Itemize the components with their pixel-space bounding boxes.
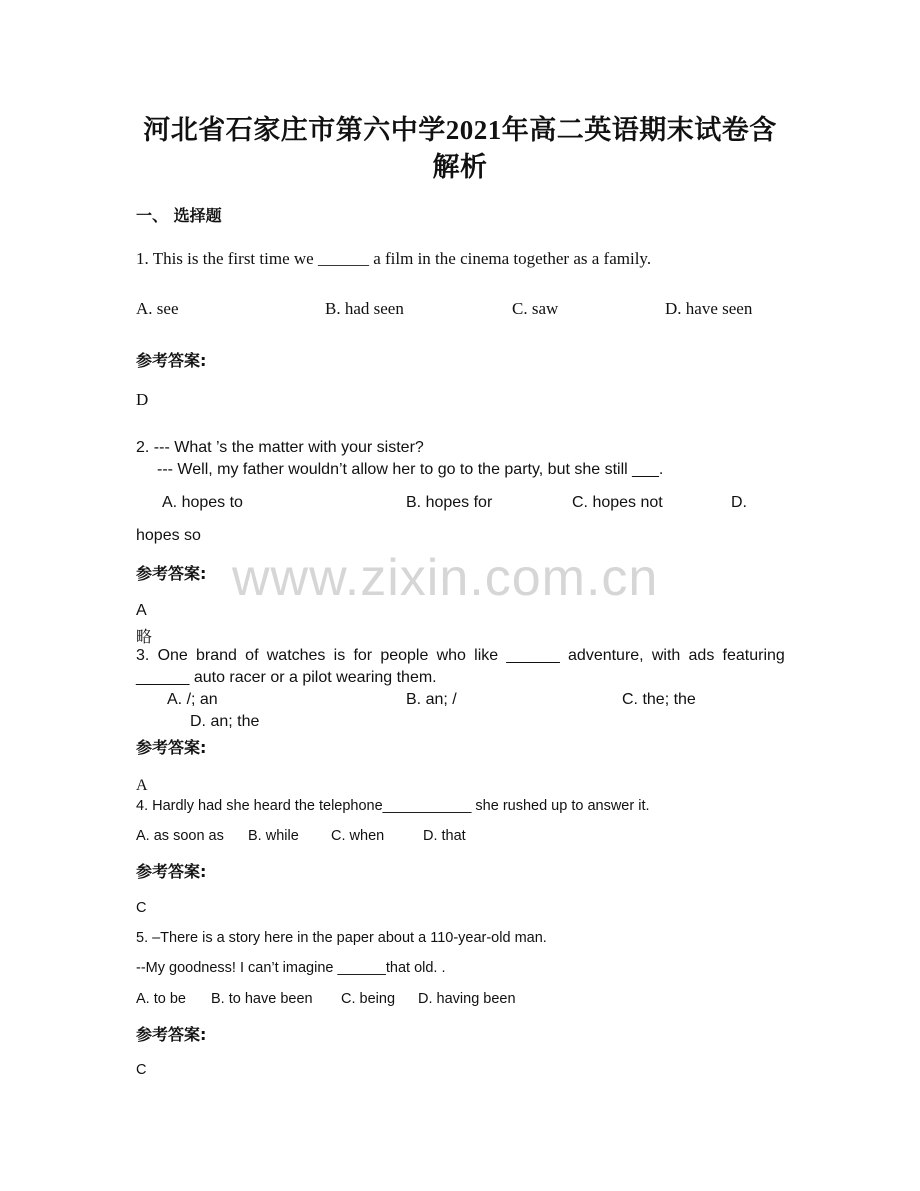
question-3-option-c: C. the; the [622,691,696,708]
answer-label-3: 参考答案: [136,738,207,757]
question-3-option-d: D. an; the [190,713,260,730]
answer-label-5: 参考答案: [136,1025,207,1044]
q3-word: brand [196,647,237,664]
answer-label-4: 参考答案: [136,862,207,881]
section-heading: 一、 选择题 [136,206,222,225]
q3-word: One [157,647,188,664]
question-2-line2: --- Well, my father wouldn’t allow her to go to the party, but she still ___. [157,461,664,478]
question-5-option-a: A. to be [136,991,186,1007]
question-2-option-d-text: hopes so [136,527,201,544]
q3-word: watches [266,647,326,664]
q3-word: is [333,647,346,664]
question-1-option-b: B. had seen [325,299,404,318]
question-2-line1: 2. --- What ’s the matter with your sister? [136,439,424,456]
question-4-option-c: C. when [331,828,385,844]
answer-label-1: 参考答案: [136,351,207,370]
question-3-line1 [136,647,785,665]
question-1-option-d: D. have seen [665,299,753,318]
question-4-option-d: D. that [423,828,466,844]
question-4-option-a: A. as soon as [136,828,224,844]
question-5-option-b: B. to have been [211,991,313,1007]
question-5-line1: 5. –There is a story here in the paper about a 110-year-old man. [136,930,547,946]
q3-word: featuring [722,647,785,664]
question-2-option-c: C. hopes not [572,494,663,511]
question-2-note: 略 [136,629,153,646]
question-1-option-c: C. saw [512,299,559,318]
question-3-answer: A [136,777,148,794]
question-1-stem: 1. This is the first time we ______ a film in the cinema together as a family. [136,249,652,268]
document-title-line2: 解析 [432,152,488,182]
q3-word: adventure, [568,647,644,664]
question-4-answer: C [136,900,147,916]
q3-word: 3. [136,647,150,664]
question-2-answer: A [136,602,147,619]
question-3-line2: ______ auto racer or a pilot wearing them. [136,669,437,686]
q3-word: who [436,647,466,664]
q3-word: like [474,647,499,664]
question-2-option-d: D. [731,494,747,511]
question-3-option-a: A. /; an [167,691,218,708]
question-5-option-d: D. having been [418,991,516,1007]
question-1-answer: D [136,390,149,409]
question-3-option-b: B. an; / [406,691,457,708]
q3-word: ads [688,647,715,664]
q3-word: people [380,647,429,664]
question-5-answer: C [136,1062,147,1078]
q3-word: with [651,647,681,664]
question-1-option-a: A. see [136,299,179,318]
question-5-line2: --My goodness! I can’t imagine ______that old. . [136,960,446,976]
q3-word: of [245,647,259,664]
q3-word: for [353,647,373,664]
answer-label-2: 参考答案: [136,564,207,583]
question-4-stem: 4. Hardly had she heard the telephone___________ she rushed up to answer it. [136,798,650,814]
question-2-option-b: B. hopes for [406,494,493,511]
question-4-option-b: B. while [248,828,299,844]
question-5-option-c: C. being [341,991,396,1007]
q3-word: ______ [506,647,560,664]
document-title-line1: 河北省石家庄市第六中学2021年高二英语期末试卷含 [143,115,777,145]
question-2-option-a: A. hopes to [162,494,243,511]
watermark: www.zixin.com.cn [232,549,659,607]
